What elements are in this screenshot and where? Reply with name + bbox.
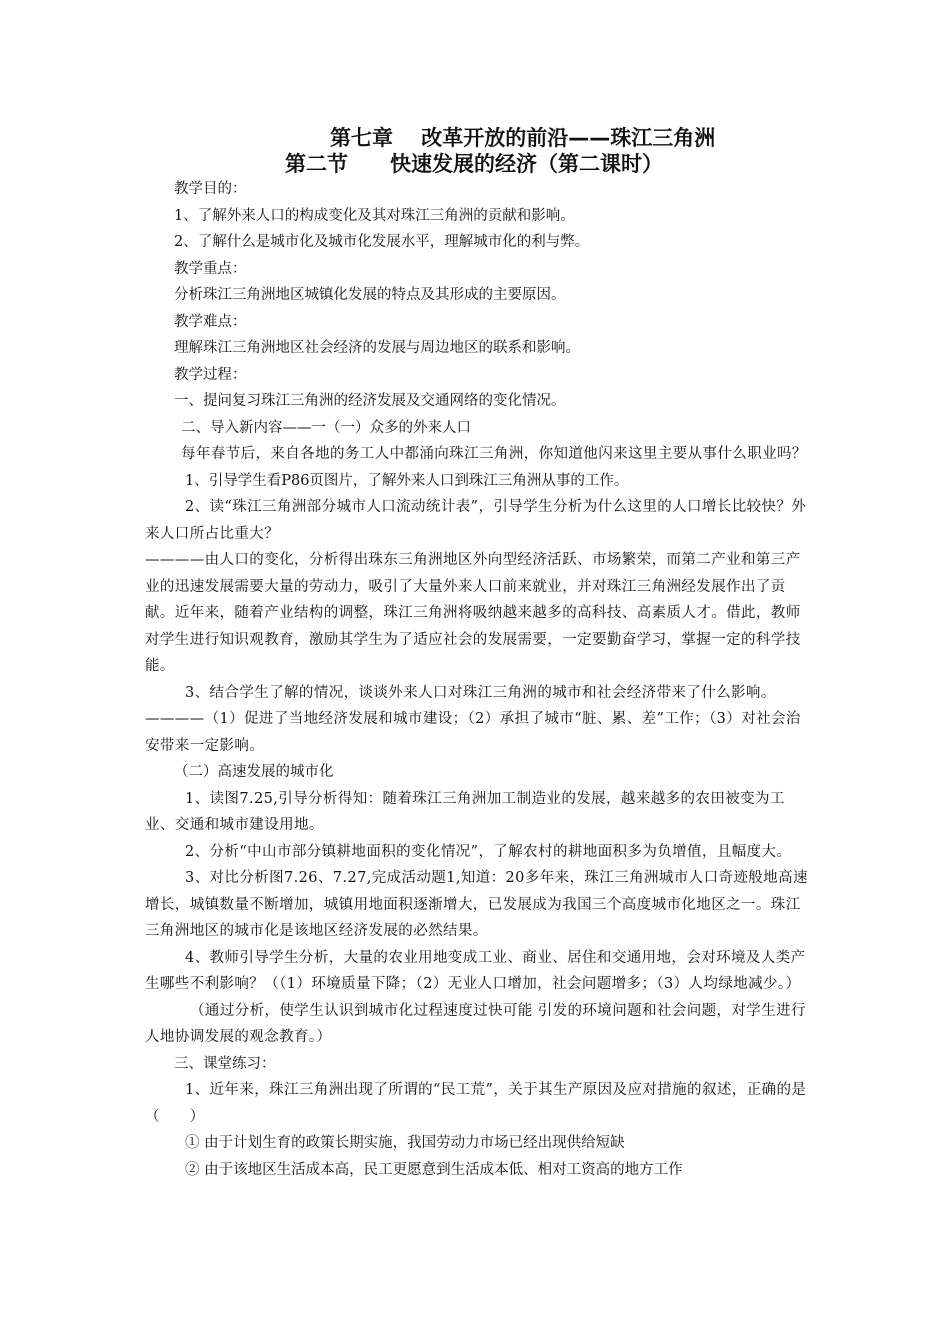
heading-key-points: 教学重点： [174, 260, 247, 277]
document-body [145, 176, 810, 1183]
heading-process: 教学过程： [174, 366, 247, 383]
intro-question: 每年春节后，来自各地的务工人中都涌向珠江三角洲，你知道他闪来这里主要从事什么职业吗？ [181, 446, 807, 462]
section-title: 第二节 快速发展的经济（第二课时） [285, 152, 663, 176]
activity-1: 1、引导学生看P86页图片，了解外来人口到珠江三角洲从事的工作。 [185, 472, 629, 489]
practice-question-1: 1、近年来，珠江三角洲出现了所谓的“民工荒”，关于其生产原因及应对措施的叙述，正确的是（ ） [145, 1082, 807, 1125]
analysis-population: ————由人口的变化，分析得出珠东三角洲地区外向型经济活跃、市场繁荣，而第二产业和第三产业的迅速发展需要大量的劳动力，吸引了大量外来人口前来就业，并对珠江三角洲经发展作出了贡献。近年来，随着产业结构的调整，珠江三角洲将吸纳越来越多的高科技、高素质人才。借此，教师对学生进行知识观教育，激励其学生为了适应社会的发展需要，一定要勤奋学习，掌握一定的科学技能。 [145, 552, 801, 674]
chapter-title: 第七章 改革开放的前沿——珠江三角洲 [330, 126, 716, 150]
urbanization-2: 2、分析“中山市部分镇耕地面积的变化情况”，了解农村的耕地面积多为负增值，且幅度大。 [185, 843, 792, 860]
activity-2: 2、读“珠江三角洲部分城市人口流动统计表”，引导学生分析为什么这里的人口增长比较快？外来人口所占比重大？ [145, 499, 807, 542]
urbanization-1: 1、读图7.25,引导分析得知：随着珠江三角洲加工制造业的发展，越来越多的农田被变为工业、交通和城市建设用地。 [145, 790, 785, 833]
difficulty-text: 理解珠江三角洲地区社会经济的发展与周边地区的联系和影响。 [174, 340, 580, 356]
urbanization-3: 3、对比分析图7.26、7.27,完成活动题1,知道：20多年来，珠江三角洲城市人口奇迹般地高速增长，城镇数量不断增加，城镇用地面积逐渐增大，已发展成为我国三个高度城市化地区之一。珠江三角洲地区的城市化是该地区经济发展的必然结果。 [145, 870, 808, 939]
urbanization-summary: （通过分析，使学生认识到城市化过程速度过快可能 引发的环境问题和社会问题，对学生进行人地协调发展的观念教育。） [145, 1002, 806, 1045]
heading-difficulties: 教学难点： [174, 313, 247, 330]
urbanization-4: 4、教师引导学生分析，大量的农业用地变成工业、商业、居住和交通用地，会对环境及人类产生哪些不利影响？（（1）环境质量下降；（2）无业人口增加，社会问题增多；（3）人均绿地减少。） [145, 949, 806, 992]
heading-objectives: 教学目的： [174, 181, 247, 197]
process-step-2: 二、导入新内容——一（一）众多的外来人口 [181, 419, 471, 436]
subheading-urbanization: （二）高速发展的城市化 [174, 764, 334, 780]
option-2: ② 由于该地区生活成本高，民工更愿意到生活成本低、相对工资高的地方工作 [185, 1161, 683, 1178]
heading-practice: 三、课堂练习： [174, 1055, 276, 1072]
option-1: ① 由于计划生育的政策长期实施，我国劳动力市场已经出现供给短缺 [185, 1135, 625, 1151]
key-point-text: 分析珠江三角洲地区城镇化发展的特点及其形成的主要原因。 [174, 287, 566, 303]
analysis-impact: ————（1）促进了当地经济发展和城市建设；（2）承担了城市“脏、累、差”工作；（3）对社会治安带来一定影响。 [145, 711, 801, 754]
objective-1: 1、了解外来人口的构成变化及其对珠江三角洲的贡献和影响。 [174, 207, 575, 224]
objective-2: 2、了解什么是城市化及城市化发展水平，理解城市化的利与弊。 [174, 234, 590, 250]
process-step-1: 一、提问复习珠江三角洲的经济发展及交通网络的变化情况。 [174, 393, 566, 409]
activity-3: 3、结合学生了解的情况，谈谈外来人口对珠江三角洲的城市和社会经济带来了什么影响。 [185, 684, 776, 701]
